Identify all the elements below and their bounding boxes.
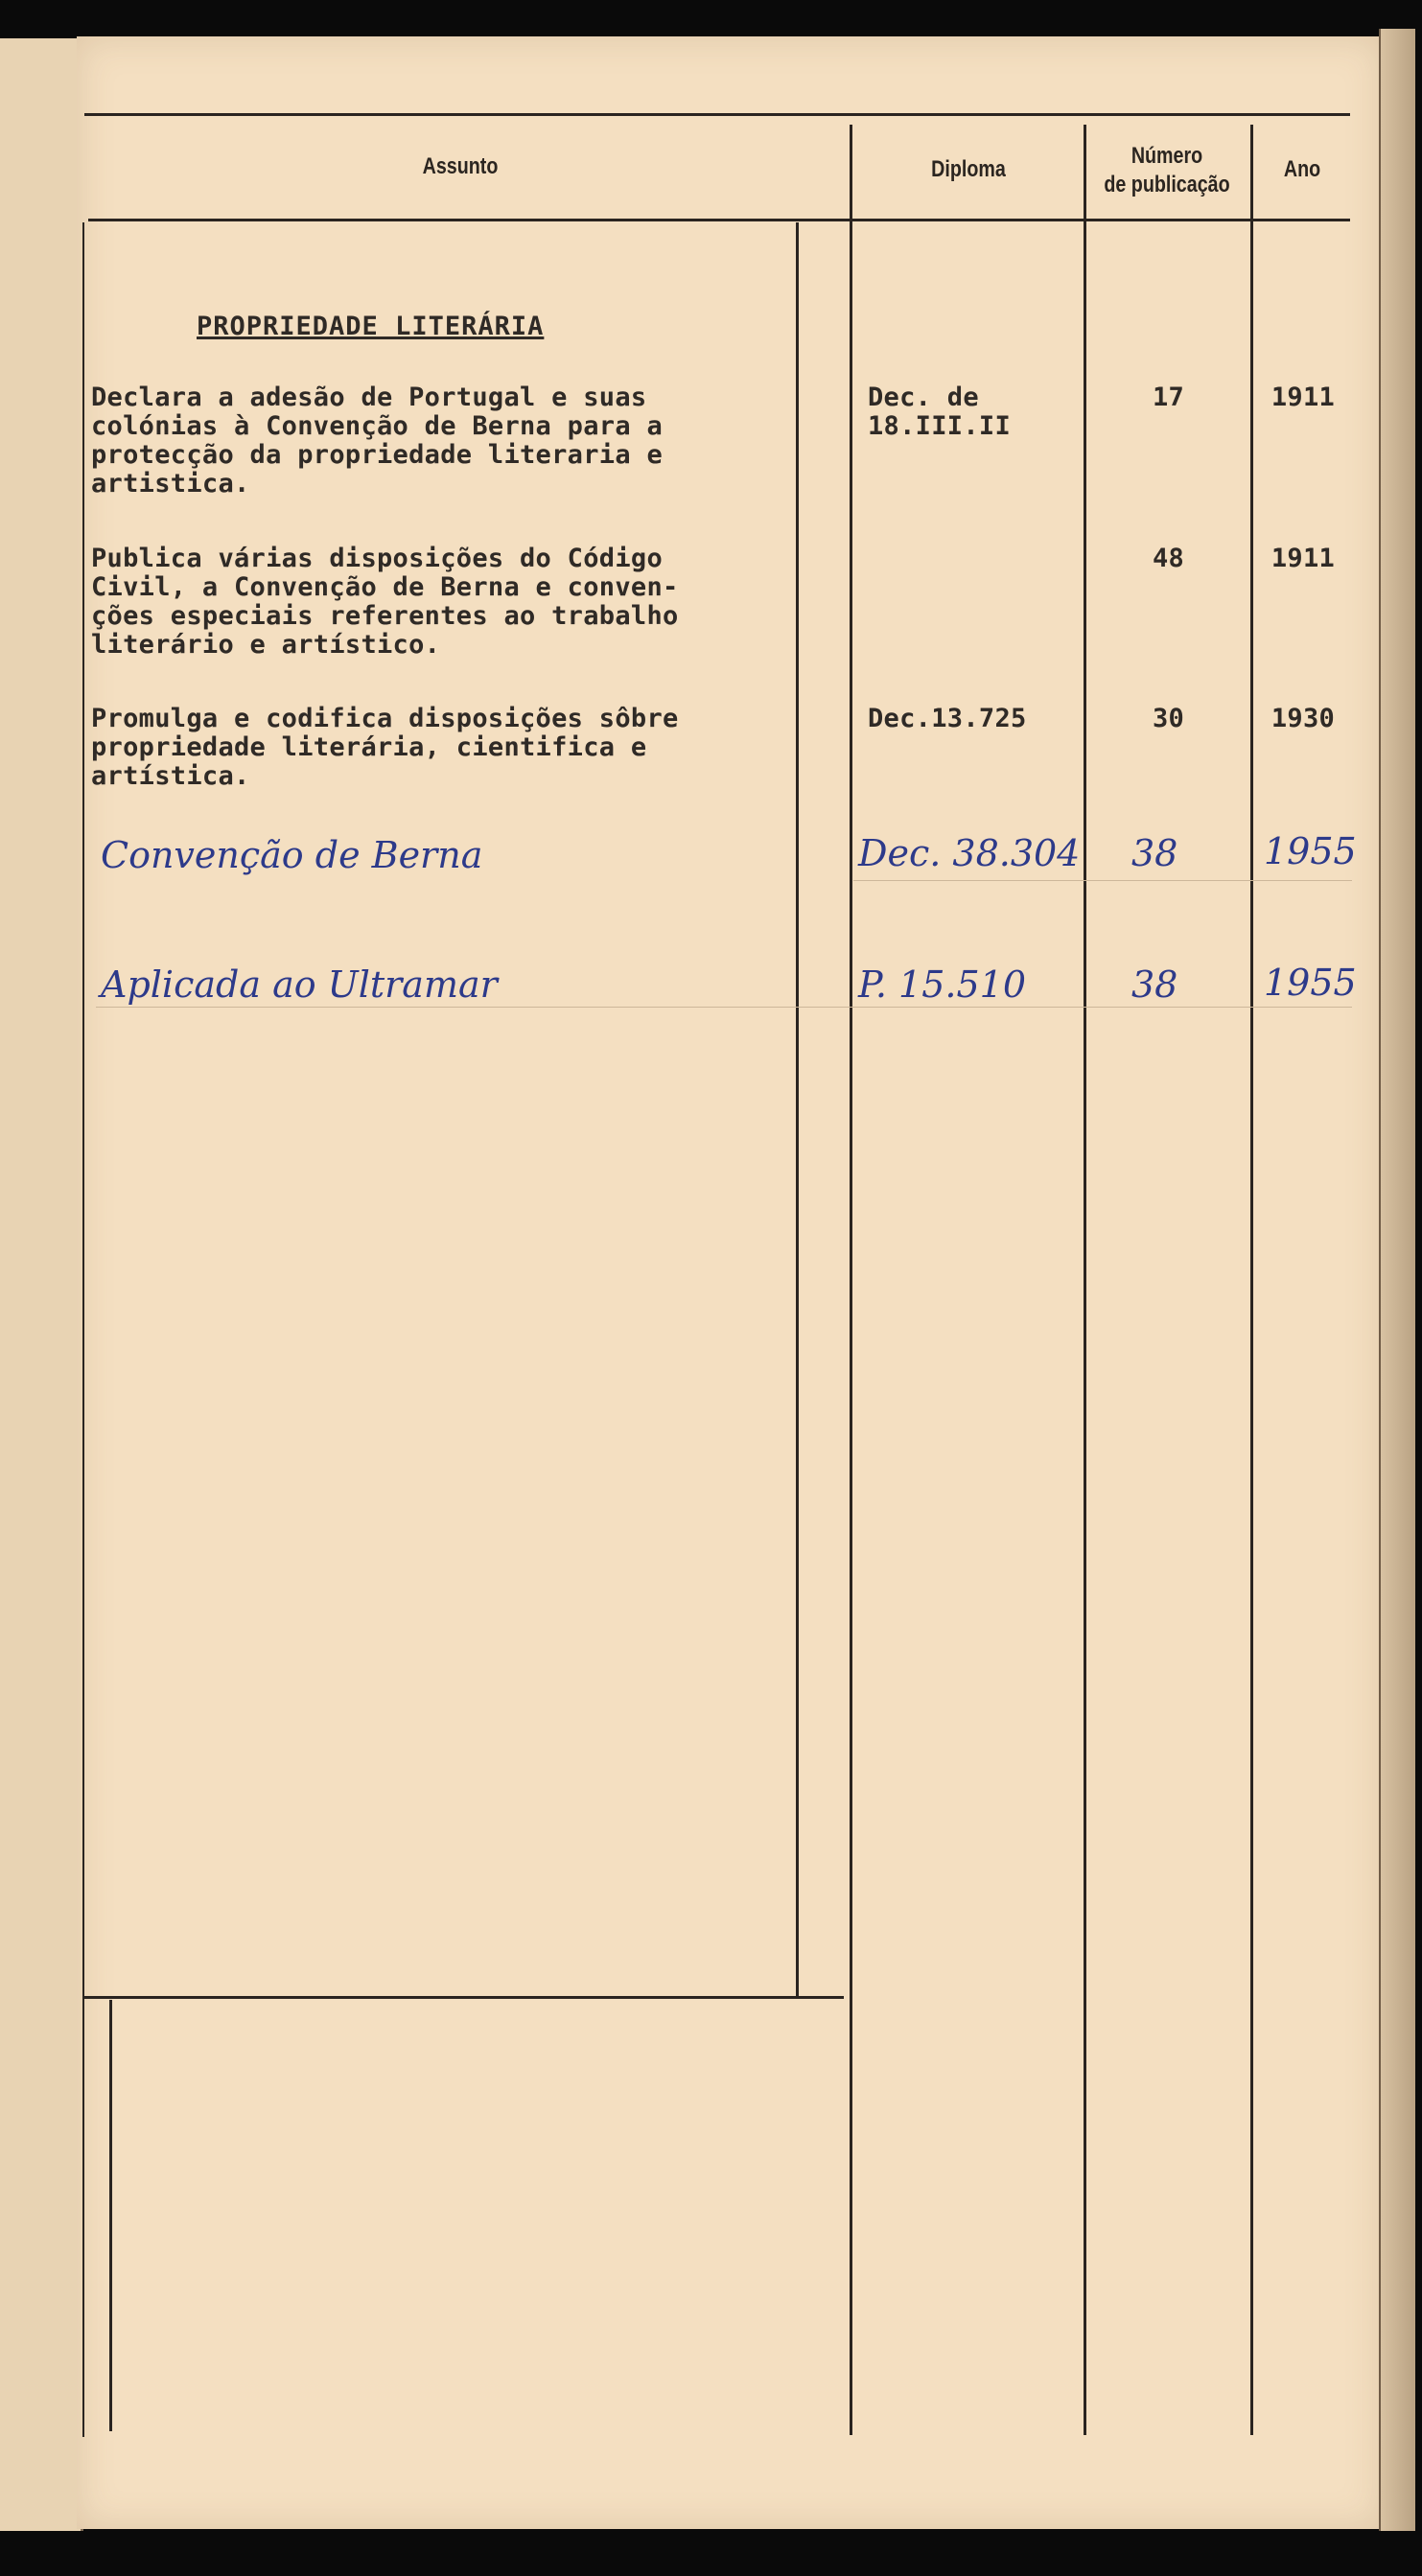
entry-3-diploma: Dec.13.725 (868, 704, 1027, 733)
entry-5-ano: 1955 (1264, 962, 1357, 1004)
top-rule (84, 113, 1350, 116)
header-numero-line2: de publicação (1104, 172, 1230, 197)
column-divider-diploma (1084, 125, 1086, 2435)
entry-5-diploma: P. 15.510 (858, 963, 1026, 1006)
column-divider-assunto (850, 125, 852, 2435)
entry-3-numero: 30 (1152, 704, 1185, 733)
entry-2-ano: 1911 (1270, 544, 1336, 573)
header-diploma: Diploma (931, 156, 1006, 182)
section-title: PROPRIEDADE LITERÁRIA (197, 312, 545, 341)
entry-2-assunto: Publica várias disposições do Código Civil, a Convenção de Berna e conven- ções especiais referentes ao trabalho literário e artístico. (91, 544, 679, 660)
lower-box-top-rule (84, 1996, 844, 1999)
column-divider-numero (1250, 125, 1253, 2435)
header-ano: Ano (1283, 156, 1321, 182)
entry-1-numero: 17 (1152, 383, 1185, 412)
entry-4-diploma: Dec. 38.304 (858, 832, 1081, 874)
left-margin-rule (82, 222, 84, 2437)
header-numero (1095, 142, 1238, 199)
header-numero-line1: Número (1131, 143, 1203, 169)
header-assunto: Assunto (422, 153, 499, 179)
entry-1-diploma: Dec. de 18.III.II (868, 383, 1011, 441)
entry-1-assunto: Declara a adesão de Portugal e suas colónias à Convenção de Berna para a protecção da propriedade literaria e artistica. (91, 383, 663, 499)
entry-4-assunto: Convenção de Berna (101, 834, 483, 876)
binder-right-edge (1379, 29, 1415, 2531)
row-rule-1 (853, 880, 1352, 881)
entry-1-ano: 1911 (1270, 383, 1336, 412)
entry-4-ano: 1955 (1264, 830, 1357, 872)
entry-3-assunto: Promulga e codifica disposições sôbre propriedade literária, cientifica e artística. (91, 704, 679, 791)
lower-box-left-rule (109, 2000, 112, 2431)
header-bottom-rule (88, 219, 1350, 221)
underlying-page-edge (0, 38, 83, 2531)
entry-2-numero: 48 (1152, 544, 1185, 573)
entry-3-ano: 1930 (1270, 704, 1336, 733)
column-divider-assunto-inner (796, 222, 799, 1996)
row-rule-2 (96, 1007, 1352, 1008)
entry-5-assunto: Aplicada ao Ultramar (101, 963, 498, 1006)
entry-5-numero: 38 (1131, 963, 1178, 1006)
entry-4-numero: 38 (1131, 832, 1178, 874)
